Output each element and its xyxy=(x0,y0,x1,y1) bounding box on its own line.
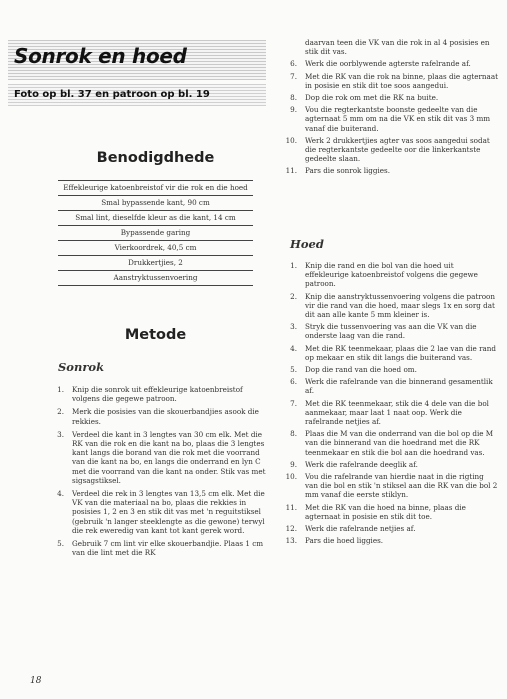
materials-item: Bypassende garing xyxy=(58,225,253,240)
step-text: Werk die rafelrande deeglik af. xyxy=(305,459,418,469)
step-number: 5. xyxy=(290,365,297,375)
step-number: 7. xyxy=(290,398,297,408)
step-text: Met die RK teenmekaar, stik die 4 dele van die bol aanmekaar, maar laat 1 naat oop. Werk die rafelrande netjies af. xyxy=(305,398,489,427)
step-item xyxy=(283,292,498,320)
step-item xyxy=(50,539,270,557)
step-text: Werk die rafelrande netjies af. xyxy=(305,524,416,534)
page-title: Sonrok en hoed xyxy=(14,44,187,68)
page-number: 18 xyxy=(30,676,42,686)
hoed-steps xyxy=(283,261,498,548)
step-number: 10. xyxy=(285,472,297,482)
step-item xyxy=(283,472,498,500)
step-item xyxy=(283,365,498,374)
step-text: daarvan teen die VK van die rok in al 4 posisies en stik dit vas. xyxy=(305,38,490,57)
sonrok-heading: Sonrok xyxy=(58,360,105,374)
step-item xyxy=(283,136,498,164)
step-text: Knip die aanstryktussenvoering volgens die patroon vir die rand van die hoed, maar slegs 1x en sorg dat dit aan alle kante 5 mm kleiner is. xyxy=(305,291,495,320)
step-item xyxy=(283,261,498,289)
step-item xyxy=(283,38,498,56)
step-number: 8. xyxy=(290,93,297,103)
step-item xyxy=(283,59,498,68)
materials-heading: Benodigdhede xyxy=(96,150,215,166)
step-text: Vou die rafelrande van hierdie naat in die rigting van die bol en stik 'n stiksel aan die RK van die bol 2 mm vanaf die eerste stiklyn. xyxy=(305,472,498,500)
step-number: 11. xyxy=(285,166,297,176)
step-item xyxy=(283,105,498,133)
step-text: Werk die rafelrande van die binnerand gesamentlik af. xyxy=(305,377,493,396)
step-item xyxy=(283,377,498,395)
sonrok-steps-right xyxy=(283,38,498,179)
step-item xyxy=(283,344,498,362)
step-item xyxy=(50,489,270,535)
sonrok-steps-left xyxy=(50,385,270,561)
step-number: 2. xyxy=(290,291,297,301)
method-heading: Metode xyxy=(124,327,187,343)
step-text: Met die RK teenmekaar, plaas die 2 lae van die rand op mekaar en stik dit langs die buiterand vas. xyxy=(305,343,497,362)
step-number: 9. xyxy=(290,105,297,115)
materials-item: Aanstryktussenvoering xyxy=(58,270,253,286)
step-item xyxy=(283,93,498,102)
step-text: Dop die rand van die hoed om. xyxy=(305,365,417,375)
step-item xyxy=(283,429,498,457)
step-item xyxy=(283,503,498,521)
step-text: Vou die regterkantste boonste gedeelte van die agternaat 5 mm om na die VK en stik dit vas 3 mm vanaf die buiterand. xyxy=(305,105,491,133)
step-number: 6. xyxy=(290,59,297,69)
step-item xyxy=(50,430,270,485)
step-item xyxy=(283,536,498,545)
step-item xyxy=(283,460,498,469)
step-item xyxy=(283,322,498,340)
step-text: Knip die sonrok uit effekleurige katoenbreistof volgens die gegewe patroon. xyxy=(72,385,243,404)
materials-table xyxy=(58,180,253,286)
materials-item: Smal lint, dieselfde kleur as die kant, 14 cm xyxy=(58,210,253,225)
step-item xyxy=(283,399,498,427)
step-text: Met die RK van die hoed na binne, plaas die agternaat in posisie en stik dit toe. xyxy=(305,502,466,521)
step-number: 3. xyxy=(290,322,297,332)
step-text: Pars die sonrok liggies. xyxy=(305,166,391,176)
step-text: Werk die oorblywende agterste rafelrande af. xyxy=(305,59,471,69)
materials-item: Drukkertjies, 2 xyxy=(58,255,253,270)
materials-item: Vierkoordrek, 40,5 cm xyxy=(58,240,253,255)
step-text: Pars die hoed liggies. xyxy=(305,536,384,546)
step-text: Plaas die M van die onderrand van die bol op die M van die binnerand van die hoedrand met die RK teenmekaar en stik die bol aan die hoedrand vas. xyxy=(305,429,494,457)
step-item xyxy=(50,407,270,425)
step-text: Met die RK van die rok na binne, plaas die agternaat in posisie en stik dit toe soos aangedui. xyxy=(305,71,499,90)
step-number: 9. xyxy=(290,459,297,469)
step-number: 1. xyxy=(57,385,64,394)
materials-item: Effekleurige katoenbreistof vir die rok en die hoed xyxy=(58,180,253,195)
step-number: 2. xyxy=(57,407,64,417)
page-subtitle: Foto op bl. 37 en patroon op bl. 19 xyxy=(14,89,210,100)
step-number: 11. xyxy=(285,502,297,512)
step-number: 5. xyxy=(57,539,64,549)
step-number: 6. xyxy=(290,377,297,387)
step-text: Gebruik 7 cm lint vir elke skouerbandjie. Plaas 1 cm van die lint met die RK xyxy=(72,539,264,558)
step-number: 4. xyxy=(57,489,64,499)
step-text: Knip die rand en die bol van die hoed uit effekleurige katoenbreistof volgens die gegewe patroon. xyxy=(305,261,478,289)
step-text: Merk die posisies van die skouerbandjies asook die rekkies. xyxy=(72,407,259,426)
step-item xyxy=(50,385,270,403)
step-number: 4. xyxy=(290,343,297,353)
step-text: Dop die rok om met die RK na buite. xyxy=(305,93,439,103)
hoed-heading: Hoed xyxy=(290,237,324,251)
step-text: Verdeel die rek in 3 lengtes van 13,5 cm elk. Met die VK van die materiaal na bo, plaas die rekkies in posisies 1, 2 en 3 en stik dit vas met 'n reguitstiksel (gebruik 'n langer steeklengte as die gewone) terwyl die rek eweredig van kant tot kant gerek word. xyxy=(72,489,265,535)
step-number: 13. xyxy=(285,536,297,546)
step-number: 8. xyxy=(290,429,297,439)
materials-item: Smal bypassende kant, 90 cm xyxy=(58,195,253,210)
step-text: Werk 2 drukkertjies agter vas soos aangedui sodat die regterkantste gedeelte oor die linkerkantste gedeelte slaan. xyxy=(305,135,490,164)
step-item xyxy=(283,72,498,90)
step-text: Verdeel die kant in 3 lengtes van 30 cm elk. Met die RK van die rok en die kant na bo, plaas die 3 lengtes kant langs die borand van die rok met die voorrand van die kant na bo, en langs die onderrand en lyn C met die voorrand van die kant na onder. Stik vas met sigsagstiksel. xyxy=(72,429,266,485)
step-number: 1. xyxy=(290,261,297,270)
step-item xyxy=(283,166,498,175)
step-number: 10. xyxy=(285,135,297,145)
step-number: 3. xyxy=(57,429,64,439)
step-item xyxy=(283,524,498,533)
step-number: 12. xyxy=(285,524,297,534)
step-number: 7. xyxy=(290,71,297,81)
step-text: Stryk die tussenvoering vas aan die VK van die onderste laag van die rand. xyxy=(305,322,477,341)
